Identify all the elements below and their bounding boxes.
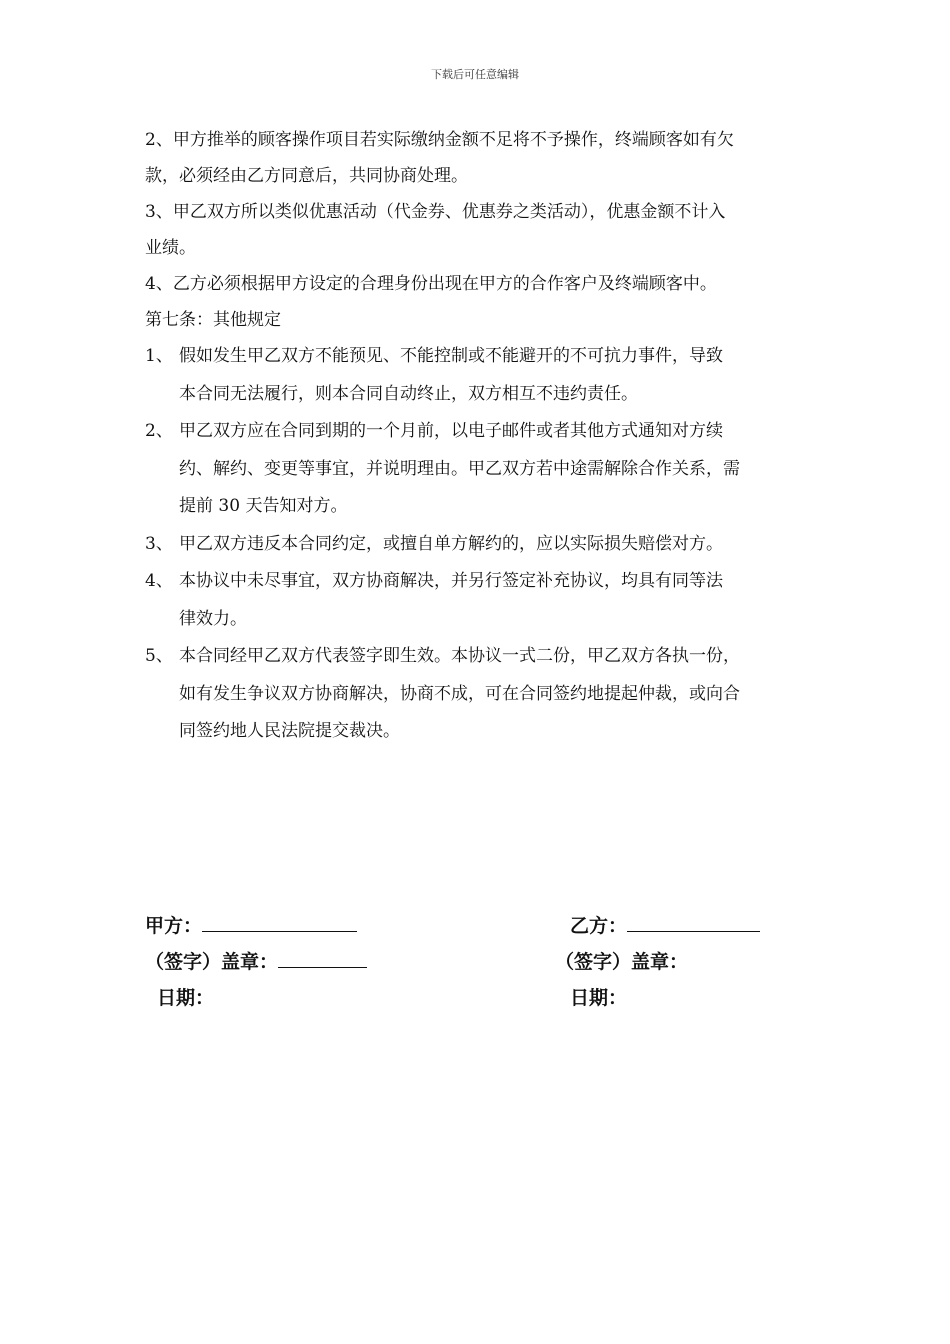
party-b-signature — [570, 908, 760, 944]
party-b-date-label: 日期： — [570, 987, 628, 1009]
party-a-signature — [145, 908, 357, 944]
signature-row-seal — [145, 944, 825, 980]
item-line: 约、解约、变更等事宜，并说明理由。甲乙双方若中途需解除合作关系，需 — [179, 458, 740, 479]
party-b-seal — [555, 944, 688, 980]
item-number: 4、 — [145, 571, 173, 591]
contract-body — [145, 122, 815, 751]
clause-4-line-1: 4、乙方必须根据甲方设定的合理身份出现在甲方的合作客户及终端顾客中。 — [145, 274, 717, 294]
item-line: 律效力。 — [179, 608, 247, 629]
section-7-item-3 — [145, 526, 815, 564]
item-number: 5、 — [145, 646, 173, 666]
item-line: 提前 30 天告知对方。 — [179, 496, 348, 516]
item-line: 如有发生争议双方协商解决，协商不成，可在合同签约地提起仲裁，或向合 — [179, 683, 740, 704]
item-line: 本协议中未尽事宜，双方协商解决，并另行签定补充协议，均具有同等法 — [179, 571, 723, 591]
party-a-label: 甲方： — [145, 915, 203, 937]
signature-row-date — [145, 980, 825, 1016]
clause-3-line-1: 3、甲乙双方所以类似优惠活动（代金券、优惠券之类活动），优惠金额不计入 — [145, 202, 726, 222]
section-7-item-4 — [145, 563, 815, 638]
item-line: 甲乙双方应在合同到期的一个月前，以电子邮件或者其他方式通知对方续 — [179, 421, 723, 441]
item-line: 甲乙双方违反本合同约定，或擅自单方解约的，应以实际损失赔偿对方。 — [179, 533, 723, 554]
party-a-seal-line — [278, 949, 367, 968]
clause-2-line-2: 款，必须经由乙方同意后，共同协商处理。 — [145, 166, 468, 186]
item-line: 本合同无法履行，则本合同自动终止，双方相互不违约责任。 — [179, 383, 638, 404]
section-7-item-5 — [145, 638, 815, 751]
clause-3-line-2: 业绩。 — [145, 238, 196, 258]
party-a-signature-line — [202, 913, 357, 932]
section-7-item-2 — [145, 413, 815, 526]
item-number: 1、 — [145, 346, 173, 366]
item-line: 本合同经甲乙双方代表签字即生效。本协议一式二份，甲乙双方各执一份， — [179, 646, 740, 666]
party-b-signature-line — [627, 913, 760, 932]
section-7-title: 第七条：其他规定 — [145, 310, 281, 330]
signature-block — [145, 908, 825, 1016]
item-line: 同签约地人民法院提交裁决。 — [179, 721, 400, 741]
section-7-item-1 — [145, 338, 815, 413]
item-line: 假如发生甲乙双方不能预见、不能控制或不能避开的不可抗力事件，导致 — [179, 346, 723, 366]
clause-2-line-1: 2、甲方推举的顾客操作项目若实际缴纳金额不足将不予操作，终端顾客如有欠 — [145, 130, 734, 150]
page-header-note: 下载后可任意编辑 — [431, 68, 519, 81]
item-number: 2、 — [145, 421, 173, 441]
party-a-date-label: 日期： — [157, 987, 215, 1009]
signature-row-party — [145, 908, 825, 944]
party-a-seal-label: （签字）盖章： — [145, 951, 279, 973]
item-number: 3、 — [145, 533, 173, 554]
party-b-label: 乙方： — [570, 915, 628, 937]
party-b-seal-label: （签字）盖章： — [555, 951, 689, 973]
party-a-seal — [145, 944, 367, 980]
